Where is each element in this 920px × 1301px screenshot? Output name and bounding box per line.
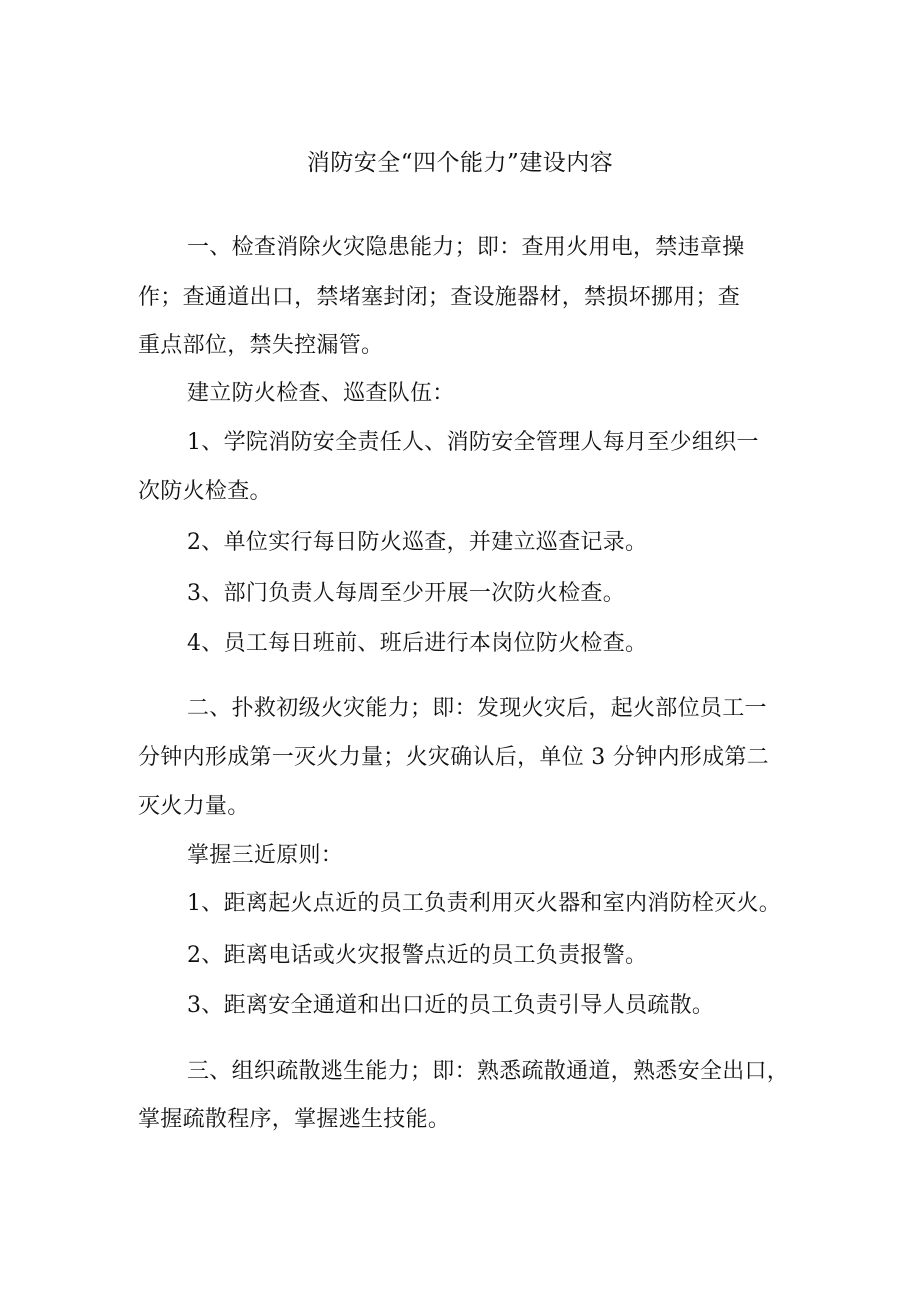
section1-line-1: 一、检查消除火灾隐患能力；即：查用火用电，禁违章操 — [187, 235, 745, 260]
section1-item-1-line-2: 次防火检查。 — [138, 479, 272, 504]
section2-line-3: 灭火力量。 — [138, 794, 250, 819]
section1-line-3: 重点部位，禁失控漏管。 — [138, 333, 384, 358]
section1-item-2: 2、单位实行每日防火巡查，并建立巡查记录。 — [187, 530, 648, 555]
document-title: 消防安全“四个能力”建设内容 — [306, 150, 614, 176]
section2-item-3: 3、距离安全通道和出口近的员工负责引导人员疏散。 — [187, 993, 715, 1018]
section3-line-2: 掌握疏散程序，掌握逃生技能。 — [138, 1107, 451, 1132]
section3-line-1: 三、组织疏散逃生能力；即：熟悉疏散通道，熟悉安全出口， — [187, 1059, 790, 1084]
section1-item-4: 4、员工每日班前、班后进行本岗位防火检查。 — [187, 631, 648, 656]
section1-item-1-line-1: 1、学院消防安全责任人、消防安全管理人每月至少组织一 — [187, 430, 759, 455]
section1-line-2: 作；查通道出口，禁堵塞封闭；查设施器材，禁损坏挪用；查 — [138, 285, 741, 310]
section2-item-2: 2、距离电话或火灾报警点近的员工负责报警。 — [187, 943, 648, 968]
section2-line-2: 分钟内形成第一灭火力量；火灾确认后，单位 3 分钟内形成第二 — [138, 745, 769, 770]
section2-subheading: 掌握三近原则： — [187, 843, 344, 868]
section1-subheading: 建立防火检查、巡查队伍： — [187, 381, 455, 406]
section1-item-3: 3、部门负责人每周至少开展一次防火检查。 — [187, 581, 625, 606]
section2-item-1: 1、距离起火点近的员工负责利用灭火器和室内消防栓灭火。 — [187, 891, 782, 916]
section2-line-1: 二、扑救初级火灾能力；即：发现火灾后，起火部位员工一 — [187, 696, 767, 721]
